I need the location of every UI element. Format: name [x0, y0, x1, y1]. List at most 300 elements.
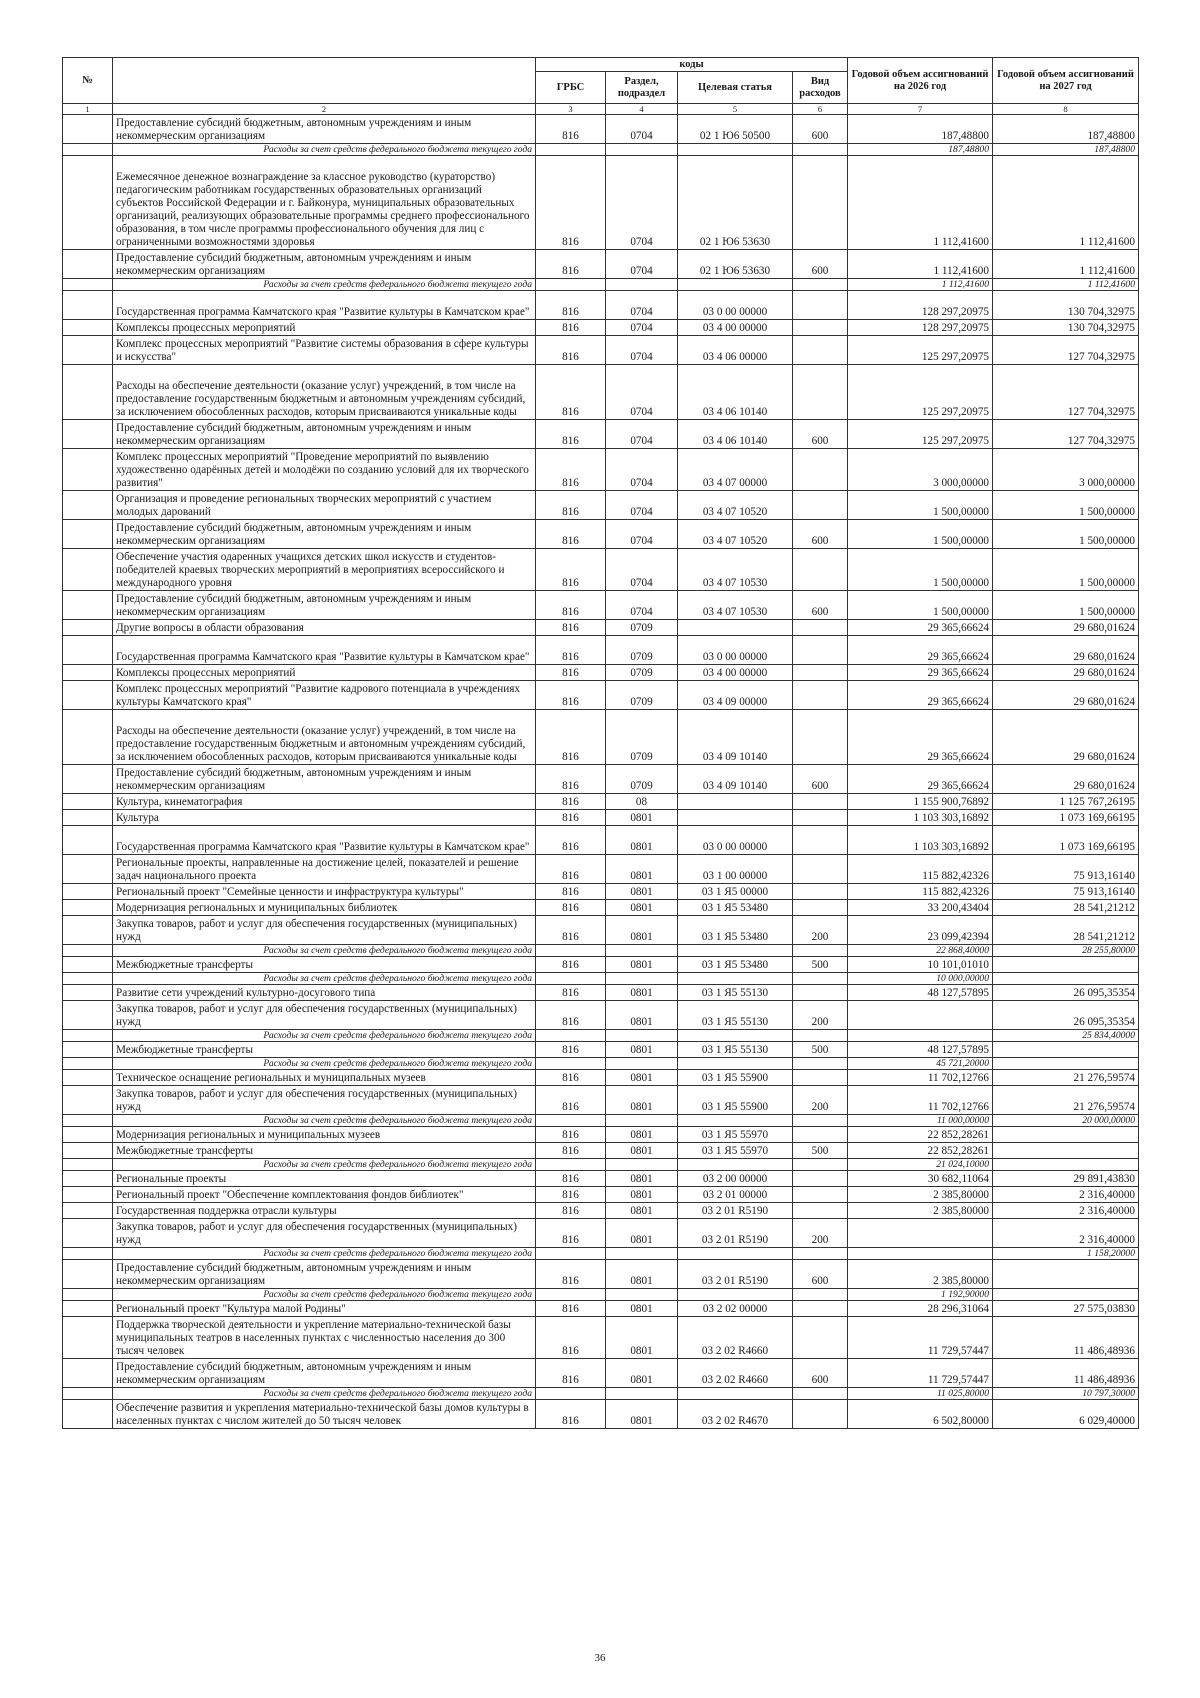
expense-type-cell: 600: [793, 765, 848, 794]
amount-2027-cell: 20 000,00000: [993, 1115, 1139, 1127]
section-cell: 0801: [606, 855, 678, 884]
target-article-cell: 03 1 Я5 53480: [678, 957, 793, 973]
amount-2026-cell: 29 365,66624: [848, 636, 993, 665]
expense-type-cell: [793, 826, 848, 855]
amount-2026-cell: 22 852,28261: [848, 1127, 993, 1143]
grbs-cell: [536, 945, 606, 957]
expense-type-cell: 600: [793, 420, 848, 449]
grbs-cell: 816: [536, 449, 606, 491]
section-cell: [606, 1058, 678, 1070]
amount-2027-cell: 130 704,32975: [993, 291, 1139, 320]
amount-2026-cell: 1 192,90000: [848, 1289, 993, 1301]
grbs-cell: 816: [536, 916, 606, 945]
table-row: [63, 250, 1139, 279]
target-article-cell: [678, 1388, 793, 1400]
grbs-cell: 816: [536, 156, 606, 250]
section-cell: 0704: [606, 520, 678, 549]
section-cell: 0704: [606, 549, 678, 591]
amount-2026-cell: 29 365,66624: [848, 681, 993, 710]
amount-2027-cell: 127 704,32975: [993, 336, 1139, 365]
section-cell: 0709: [606, 665, 678, 681]
grbs-cell: 816: [536, 491, 606, 520]
row-name-cell: Закупка товаров, работ и услуг для обеспечения государственных (муниципальных) нужд: [113, 916, 536, 945]
expense-type-cell: [793, 491, 848, 520]
row-number-cell: [63, 320, 113, 336]
row-name-cell: Комплекс процессных мероприятий "Проведение мероприятий по выявлению художественно одарённых детей и молодёжи по созданию условий для их творческого развития": [113, 449, 536, 491]
expense-type-cell: [793, 1127, 848, 1143]
section-cell: 0704: [606, 320, 678, 336]
row-number-cell: [63, 884, 113, 900]
amount-2027-cell: 1 112,41600: [993, 279, 1139, 291]
row-number-cell: [63, 1058, 113, 1070]
table-row: [63, 549, 1139, 591]
row-number-cell: [63, 1030, 113, 1042]
row-name-cell: Расходы за счет средств федерального бюджета текущего года: [113, 1289, 536, 1301]
table-row: [63, 1127, 1139, 1143]
amount-2027-cell: 28 541,21212: [993, 900, 1139, 916]
row-name-cell: Региональные проекты, направленные на достижение целей, показателей и решение задач национального проекта: [113, 855, 536, 884]
amount-2027-cell: 11 486,48936: [993, 1317, 1139, 1359]
target-article-cell: [678, 1248, 793, 1260]
section-cell: [606, 1248, 678, 1260]
expense-type-cell: [793, 144, 848, 156]
amount-2027-cell: [993, 957, 1139, 973]
row-number-cell: [63, 1086, 113, 1115]
row-name-cell: Предоставление субсидий бюджетным, автономным учреждениям и иным некоммерческим организациям: [113, 591, 536, 620]
table-row: [63, 156, 1139, 250]
row-name-cell: Региональный проект "Семейные ценности и инфраструктура культуры": [113, 884, 536, 900]
amount-2027-cell: 2 316,40000: [993, 1219, 1139, 1248]
table-row: [63, 884, 1139, 900]
target-article-cell: [678, 1030, 793, 1042]
row-number-cell: [63, 1388, 113, 1400]
grbs-cell: 816: [536, 1260, 606, 1289]
amount-2026-cell: 48 127,57895: [848, 1042, 993, 1058]
grbs-cell: 816: [536, 1203, 606, 1219]
row-number-cell: [63, 916, 113, 945]
row-name-cell: Предоставление субсидий бюджетным, автономным учреждениям и иным некоммерческим организациям: [113, 765, 536, 794]
grbs-cell: 816: [536, 900, 606, 916]
expense-type-cell: 200: [793, 1219, 848, 1248]
target-article-cell: 03 2 01 00000: [678, 1187, 793, 1203]
row-name-cell: Культура, кинематография: [113, 794, 536, 810]
row-name-cell: Другие вопросы в области образования: [113, 620, 536, 636]
budget-table-sheet: [62, 57, 1138, 1429]
table-row: [63, 1070, 1139, 1086]
table-row: [63, 1260, 1139, 1289]
target-article-cell: 03 1 Я5 55970: [678, 1143, 793, 1159]
row-number-cell: [63, 1001, 113, 1030]
amount-2027-cell: 28 541,21212: [993, 916, 1139, 945]
row-number-cell: [63, 636, 113, 665]
section-cell: 0709: [606, 765, 678, 794]
row-number-cell: [63, 681, 113, 710]
expense-type-cell: 600: [793, 1260, 848, 1289]
amount-2026-cell: 115 882,42326: [848, 884, 993, 900]
grbs-cell: [536, 1248, 606, 1260]
row-name-cell: Организация и проведение региональных творческих мероприятий с участием молодых дарований: [113, 491, 536, 520]
col-header-grbs: ГРБС: [536, 72, 606, 104]
target-article-cell: 03 4 00 00000: [678, 320, 793, 336]
row-number-cell: [63, 826, 113, 855]
table-row: [63, 957, 1139, 973]
grbs-cell: 816: [536, 855, 606, 884]
grbs-cell: 816: [536, 957, 606, 973]
amount-2027-cell: 1 073 169,66195: [993, 826, 1139, 855]
row-number-cell: [63, 156, 113, 250]
grbs-cell: 816: [536, 681, 606, 710]
target-article-cell: [678, 1289, 793, 1301]
grbs-cell: 816: [536, 420, 606, 449]
amount-2026-cell: 21 024,10000: [848, 1159, 993, 1171]
grbs-cell: 816: [536, 810, 606, 826]
section-cell: 0801: [606, 1127, 678, 1143]
amount-2026-cell: 1 500,00000: [848, 549, 993, 591]
amount-2026-cell: 23 099,42394: [848, 916, 993, 945]
amount-2027-cell: 127 704,32975: [993, 365, 1139, 420]
row-number-cell: [63, 945, 113, 957]
amount-2026-cell: 128 297,20975: [848, 291, 993, 320]
section-cell: 0801: [606, 1301, 678, 1317]
row-name-cell: Закупка товаров, работ и услуг для обеспечения государственных (муниципальных) нужд: [113, 1086, 536, 1115]
row-name-cell: Региональный проект "Культура малой Родины": [113, 1301, 536, 1317]
amount-2026-cell: 45 721,20000: [848, 1058, 993, 1070]
section-cell: 0801: [606, 1187, 678, 1203]
target-article-cell: [678, 1115, 793, 1127]
row-name-cell: Межбюджетные трансферты: [113, 1042, 536, 1058]
amount-2026-cell: 22 852,28261: [848, 1143, 993, 1159]
target-article-cell: 03 2 02 00000: [678, 1301, 793, 1317]
row-name-cell: Предоставление субсидий бюджетным, автономным учреждениям и иным некоммерческим организациям: [113, 420, 536, 449]
table-row: [63, 336, 1139, 365]
amount-2026-cell: 11 729,57447: [848, 1359, 993, 1388]
row-name-cell: Предоставление субсидий бюджетным, автономным учреждениям и иным некоммерческим организациям: [113, 250, 536, 279]
amount-2027-cell: 1 500,00000: [993, 491, 1139, 520]
amount-2027-cell: 1 112,41600: [993, 250, 1139, 279]
amount-2027-cell: 11 486,48936: [993, 1359, 1139, 1388]
row-number-cell: [63, 1127, 113, 1143]
row-number-cell: [63, 449, 113, 491]
row-number-cell: [63, 957, 113, 973]
target-article-cell: 03 4 09 10140: [678, 765, 793, 794]
row-number-cell: [63, 1219, 113, 1248]
target-article-cell: [678, 973, 793, 985]
amount-2026-cell: 22 868,40000: [848, 945, 993, 957]
section-cell: 0704: [606, 336, 678, 365]
target-article-cell: 03 1 Я5 55130: [678, 1001, 793, 1030]
grbs-cell: 816: [536, 549, 606, 591]
expense-type-cell: [793, 665, 848, 681]
target-article-cell: 03 2 02 R4660: [678, 1359, 793, 1388]
expense-type-cell: [793, 636, 848, 665]
expense-type-cell: [793, 336, 848, 365]
row-name-cell: Предоставление субсидий бюджетным, автономным учреждениям и иным некоммерческим организациям: [113, 115, 536, 144]
expense-type-cell: [793, 884, 848, 900]
row-name-cell: Закупка товаров, работ и услуг для обеспечения государственных (муниципальных) нужд: [113, 1001, 536, 1030]
row-number-cell: [63, 549, 113, 591]
amount-2026-cell: 3 000,00000: [848, 449, 993, 491]
expense-type-cell: [793, 156, 848, 250]
col-header-num: №: [63, 58, 113, 104]
grbs-cell: 816: [536, 1219, 606, 1248]
grbs-cell: 816: [536, 1187, 606, 1203]
amount-2026-cell: 1 500,00000: [848, 491, 993, 520]
amount-2027-cell: 29 680,01624: [993, 665, 1139, 681]
col-index: 7: [848, 104, 993, 115]
amount-2026-cell: 187,48800: [848, 144, 993, 156]
target-article-cell: [678, 810, 793, 826]
amount-2027-cell: [993, 1058, 1139, 1070]
amount-2026-cell: 1 112,41600: [848, 279, 993, 291]
row-name-cell: Комплекс процессных мероприятий "Развитие кадрового потенциала в учреждениях культуры Камчатского края": [113, 681, 536, 710]
col-header-2027: Годовой объем ассигнований на 2027 год: [993, 58, 1139, 104]
col-header-exp-type: Вид расходов: [793, 72, 848, 104]
target-article-cell: 02 1 Ю6 50500: [678, 115, 793, 144]
expense-type-cell: 500: [793, 1042, 848, 1058]
row-name-cell: Государственная поддержка отрасли культуры: [113, 1203, 536, 1219]
grbs-cell: [536, 1159, 606, 1171]
col-header-target: Целевая статья: [678, 72, 793, 104]
target-article-cell: [678, 144, 793, 156]
federal-budget-row: [63, 1289, 1139, 1301]
row-number-cell: [63, 115, 113, 144]
table-row: [63, 291, 1139, 320]
amount-2026-cell: 11 702,12766: [848, 1086, 993, 1115]
amount-2026-cell: 115 882,42326: [848, 855, 993, 884]
row-number-cell: [63, 710, 113, 765]
amount-2027-cell: 1 158,20000: [993, 1248, 1139, 1260]
row-name-cell: Модернизация региональных и муниципальных музеев: [113, 1127, 536, 1143]
amount-2026-cell: 29 365,66624: [848, 665, 993, 681]
section-cell: [606, 1159, 678, 1171]
target-article-cell: 02 1 Ю6 53630: [678, 156, 793, 250]
row-name-cell: Расходы за счет средств федерального бюджета текущего года: [113, 1058, 536, 1070]
col-index: 8: [993, 104, 1139, 115]
expense-type-cell: 600: [793, 520, 848, 549]
grbs-cell: 816: [536, 1359, 606, 1388]
amount-2027-cell: 1 500,00000: [993, 520, 1139, 549]
amount-2027-cell: 1 112,41600: [993, 156, 1139, 250]
table-row: [63, 591, 1139, 620]
amount-2027-cell: [993, 1127, 1139, 1143]
amount-2026-cell: 187,48800: [848, 115, 993, 144]
table-row: [63, 1042, 1139, 1058]
row-number-cell: [63, 491, 113, 520]
row-name-cell: Предоставление субсидий бюджетным, автономным учреждениям и иным некоммерческим организациям: [113, 520, 536, 549]
amount-2027-cell: 127 704,32975: [993, 420, 1139, 449]
section-cell: 0709: [606, 710, 678, 765]
federal-budget-row: [63, 945, 1139, 957]
section-cell: [606, 973, 678, 985]
grbs-cell: 816: [536, 985, 606, 1001]
amount-2027-cell: 21 276,59574: [993, 1086, 1139, 1115]
section-cell: 0801: [606, 916, 678, 945]
target-article-cell: 03 1 00 00000: [678, 855, 793, 884]
federal-budget-row: [63, 1058, 1139, 1070]
row-name-cell: Поддержка творческой деятельности и укрепление материально-технической базы муниципальных театров в населенных пунктах с численностью населения до 300 тысяч человек: [113, 1317, 536, 1359]
amount-2027-cell: 3 000,00000: [993, 449, 1139, 491]
amount-2026-cell: [848, 1030, 993, 1042]
amount-2026-cell: 48 127,57895: [848, 985, 993, 1001]
row-number-cell: [63, 291, 113, 320]
table-row: [63, 1203, 1139, 1219]
grbs-cell: 816: [536, 336, 606, 365]
row-number-cell: [63, 1203, 113, 1219]
expense-type-cell: [793, 1171, 848, 1187]
page-number: 36: [594, 1652, 606, 1664]
amount-2027-cell: 187,48800: [993, 115, 1139, 144]
section-cell: 0704: [606, 491, 678, 520]
row-name-cell: Обеспечение участия одаренных учащихся детских школ искусств и студентов-победителей краевых творческих мероприятий в мероприятиях всероссийского и международного уровня: [113, 549, 536, 591]
table-row: [63, 449, 1139, 491]
federal-budget-row: [63, 1115, 1139, 1127]
table-body: [63, 115, 1139, 1429]
section-cell: 0801: [606, 1317, 678, 1359]
section-cell: 0704: [606, 591, 678, 620]
amount-2027-cell: 1 500,00000: [993, 549, 1139, 591]
expense-type-cell: [793, 973, 848, 985]
section-cell: 0801: [606, 1001, 678, 1030]
expense-type-cell: [793, 794, 848, 810]
federal-budget-row: [63, 1248, 1139, 1260]
grbs-cell: [536, 1058, 606, 1070]
grbs-cell: 816: [536, 636, 606, 665]
section-cell: 0704: [606, 250, 678, 279]
target-article-cell: 03 2 00 00000: [678, 1171, 793, 1187]
amount-2026-cell: 125 297,20975: [848, 336, 993, 365]
row-name-cell: Межбюджетные трансферты: [113, 957, 536, 973]
row-number-cell: [63, 591, 113, 620]
grbs-cell: [536, 1388, 606, 1400]
amount-2026-cell: 1 103 303,16892: [848, 810, 993, 826]
grbs-cell: 816: [536, 520, 606, 549]
expense-type-cell: 200: [793, 1001, 848, 1030]
table-row: [63, 1317, 1139, 1359]
table-row: [63, 365, 1139, 420]
amount-2026-cell: [848, 1219, 993, 1248]
amount-2026-cell: 2 385,80000: [848, 1187, 993, 1203]
row-number-cell: [63, 1317, 113, 1359]
row-number-cell: [63, 810, 113, 826]
row-number-cell: [63, 665, 113, 681]
amount-2026-cell: 11 729,57447: [848, 1317, 993, 1359]
section-cell: [606, 1030, 678, 1042]
amount-2027-cell: 6 029,40000: [993, 1400, 1139, 1429]
row-name-cell: Расходы за счет средств федерального бюджета текущего года: [113, 945, 536, 957]
expense-type-cell: 600: [793, 591, 848, 620]
target-article-cell: 03 1 Я5 55900: [678, 1070, 793, 1086]
col-header-2026: Годовой объем ассигнований на 2026 год: [848, 58, 993, 104]
row-number-cell: [63, 420, 113, 449]
amount-2027-cell: 2 316,40000: [993, 1187, 1139, 1203]
row-number-cell: [63, 973, 113, 985]
grbs-cell: 816: [536, 115, 606, 144]
section-cell: 0801: [606, 810, 678, 826]
expense-type-cell: [793, 1159, 848, 1171]
amount-2027-cell: 29 891,43830: [993, 1171, 1139, 1187]
expense-type-cell: [793, 1058, 848, 1070]
row-name-cell: Обеспечение развития и укрепления материально-технической базы домов культуры в населенных пунктах с числом жителей до 50 тысяч человек: [113, 1400, 536, 1429]
row-name-cell: Региональные проекты: [113, 1171, 536, 1187]
section-cell: 0709: [606, 681, 678, 710]
table-row: [63, 1219, 1139, 1248]
amount-2027-cell: 29 680,01624: [993, 681, 1139, 710]
target-article-cell: 03 4 07 00000: [678, 449, 793, 491]
section-cell: 0801: [606, 1219, 678, 1248]
expense-type-cell: [793, 365, 848, 420]
grbs-cell: 816: [536, 320, 606, 336]
section-cell: 0801: [606, 1086, 678, 1115]
row-name-cell: Модернизация региональных и муниципальных библиотек: [113, 900, 536, 916]
col-index: 4: [606, 104, 678, 115]
grbs-cell: 816: [536, 1171, 606, 1187]
target-article-cell: 03 4 06 00000: [678, 336, 793, 365]
target-article-cell: 03 1 Я5 00000: [678, 884, 793, 900]
target-article-cell: 03 2 01 R5190: [678, 1219, 793, 1248]
amount-2026-cell: 125 297,20975: [848, 365, 993, 420]
amount-2027-cell: 26 095,35354: [993, 1001, 1139, 1030]
table-row: [63, 491, 1139, 520]
section-cell: 0801: [606, 1070, 678, 1086]
target-article-cell: [678, 1058, 793, 1070]
table-row: [63, 900, 1139, 916]
row-number-cell: [63, 794, 113, 810]
target-article-cell: [678, 794, 793, 810]
expense-type-cell: [793, 279, 848, 291]
section-cell: 0801: [606, 1400, 678, 1429]
grbs-cell: [536, 1030, 606, 1042]
section-cell: [606, 144, 678, 156]
expense-type-cell: 500: [793, 1143, 848, 1159]
row-name-cell: Расходы за счет средств федерального бюджета текущего года: [113, 1159, 536, 1171]
col-index: 3: [536, 104, 606, 115]
grbs-cell: 816: [536, 1042, 606, 1058]
target-article-cell: 03 1 Я5 55970: [678, 1127, 793, 1143]
amount-2026-cell: 10 000,00000: [848, 973, 993, 985]
amount-2027-cell: 27 575,03830: [993, 1301, 1139, 1317]
amount-2027-cell: 25 834,40000: [993, 1030, 1139, 1042]
section-cell: 0801: [606, 957, 678, 973]
section-cell: 0801: [606, 1203, 678, 1219]
col-index: 6: [793, 104, 848, 115]
amount-2027-cell: 21 276,59574: [993, 1070, 1139, 1086]
amount-2026-cell: 128 297,20975: [848, 320, 993, 336]
grbs-cell: 816: [536, 794, 606, 810]
grbs-cell: [536, 279, 606, 291]
row-name-cell: Ежемесячное денежное вознаграждение за классное руководство (кураторство) педагогическим работникам государственных образовательных организаций субъектов Российской Федерации и г. Байконура, муниципальных образовательных организаций, реализующих образовательные программы среднего профессионального образования, в том числе программы профессионального обучения для лиц с ограниченными возможностями здоровья: [113, 156, 536, 250]
row-name-cell: Расходы за счет средств федерального бюджета текущего года: [113, 1030, 536, 1042]
amount-2027-cell: [993, 973, 1139, 985]
expense-type-cell: [793, 620, 848, 636]
row-name-cell: Межбюджетные трансферты: [113, 1143, 536, 1159]
expense-type-cell: [793, 1317, 848, 1359]
section-cell: 0801: [606, 985, 678, 1001]
grbs-cell: 816: [536, 826, 606, 855]
target-article-cell: 03 2 01 R5190: [678, 1260, 793, 1289]
grbs-cell: 816: [536, 365, 606, 420]
row-name-cell: Техническое оснащение региональных и муниципальных музеев: [113, 1070, 536, 1086]
grbs-cell: [536, 144, 606, 156]
col-index: 2: [113, 104, 536, 115]
grbs-cell: 816: [536, 884, 606, 900]
grbs-cell: 816: [536, 291, 606, 320]
section-cell: 08: [606, 794, 678, 810]
row-name-cell: Региональный проект "Обеспечение комплектования фондов библиотек": [113, 1187, 536, 1203]
row-number-cell: [63, 1159, 113, 1171]
row-number-cell: [63, 1301, 113, 1317]
target-article-cell: 03 4 06 10140: [678, 420, 793, 449]
amount-2027-cell: 29 680,01624: [993, 620, 1139, 636]
